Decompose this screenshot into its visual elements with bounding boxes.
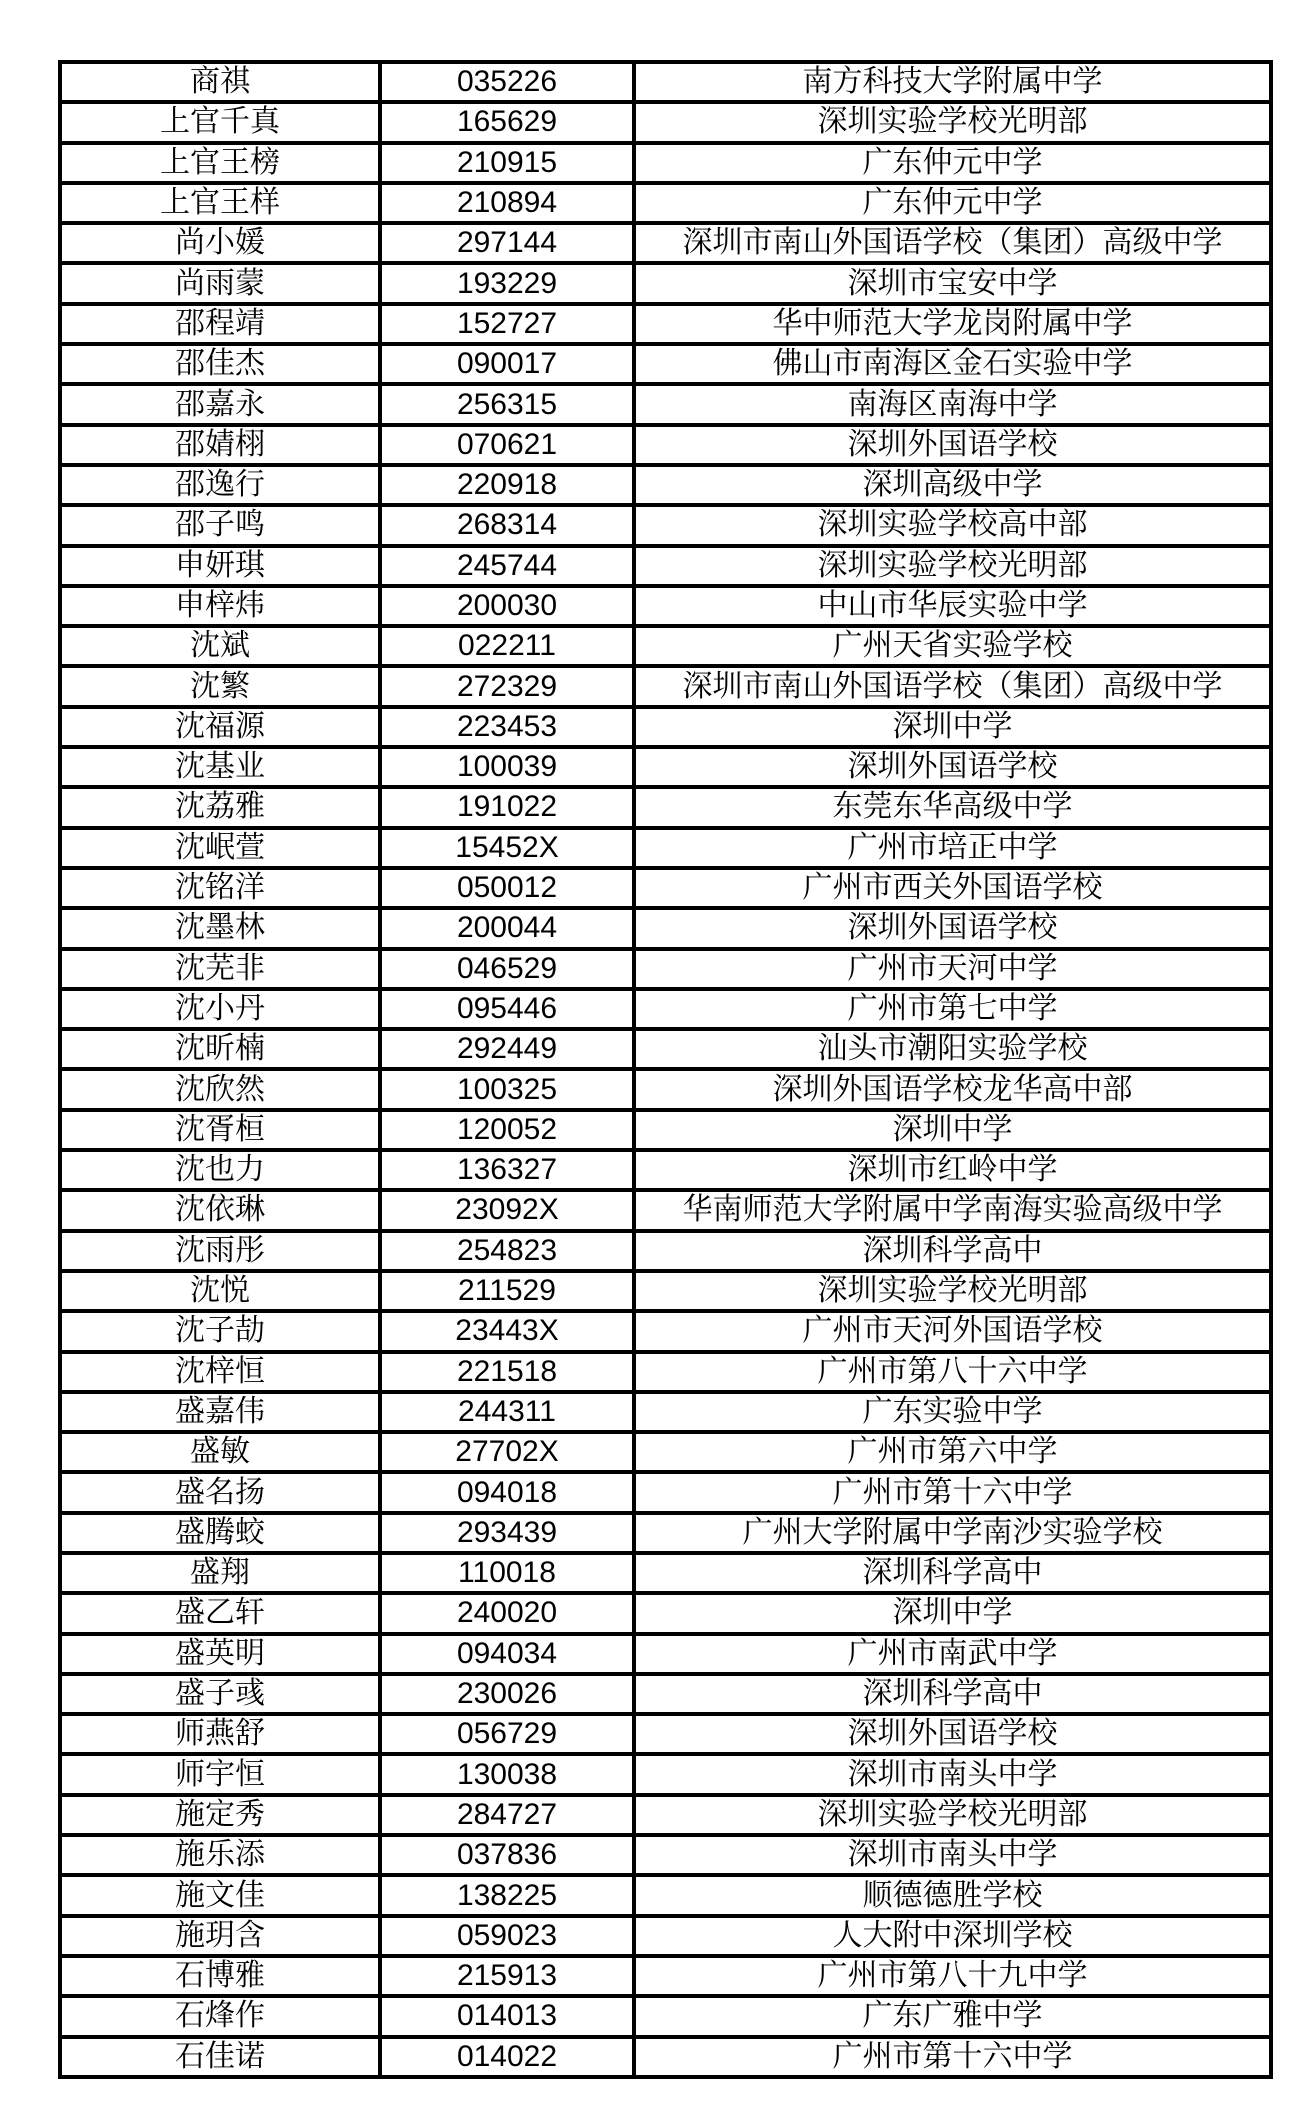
school-cell: 深圳中学 [634,1110,1271,1150]
exam-number-cell: 050012 [380,868,634,908]
exam-number-cell: 23443X [380,1311,634,1351]
table-row [60,263,1271,303]
school-cell: 广东实验中学 [634,1392,1271,1432]
exam-number-cell: 292449 [380,1029,634,1069]
school-cell: 广州市第六中学 [634,1432,1271,1472]
school-cell: 深圳实验学校光明部 [634,1271,1271,1311]
table-row [60,1996,1271,2036]
school-cell: 广州市天河外国语学校 [634,1311,1271,1351]
exam-number-cell: 014022 [380,2037,634,2077]
exam-number-cell: 211529 [380,1271,634,1311]
table-row [60,1392,1271,1432]
table-row [60,1352,1271,1392]
exam-number-cell: 100325 [380,1069,634,1109]
exam-number-cell: 23092X [380,1190,634,1230]
student-name-cell: 沈欣然 [60,1069,380,1109]
student-name-cell: 沈福源 [60,707,380,747]
student-name-cell: 沈小丹 [60,989,380,1029]
school-cell: 深圳实验学校光明部 [634,546,1271,586]
student-name-cell: 石博雅 [60,1956,380,1996]
student-name-cell: 沈基业 [60,747,380,787]
table-row [60,505,1271,545]
student-name-cell: 上官千真 [60,102,380,142]
table-row [60,1754,1271,1794]
school-cell: 深圳外国语学校 [634,747,1271,787]
exam-number-cell: 210915 [380,143,634,183]
school-cell: 深圳高级中学 [634,465,1271,505]
school-cell: 深圳实验学校光明部 [634,1795,1271,1835]
table-row [60,1029,1271,1069]
school-cell: 深圳外国语学校龙华高中部 [634,1069,1271,1109]
exam-number-cell: 136327 [380,1150,634,1190]
student-name-cell: 邵程靖 [60,304,380,344]
school-cell: 广东仲元中学 [634,143,1271,183]
table-row [60,1956,1271,1996]
table-row [60,223,1271,263]
table-row [60,868,1271,908]
student-name-cell: 邵子鸣 [60,505,380,545]
exam-number-cell: 120052 [380,1110,634,1150]
exam-number-cell: 220918 [380,465,634,505]
school-cell: 中山市华辰实验中学 [634,586,1271,626]
exam-number-cell: 100039 [380,747,634,787]
school-cell: 深圳外国语学校 [634,1714,1271,1754]
exam-number-cell: 090017 [380,344,634,384]
school-cell: 广州大学附属中学南沙实验学校 [634,1513,1271,1553]
exam-number-cell: 245744 [380,546,634,586]
exam-number-cell: 191022 [380,787,634,827]
student-name-cell: 邵逸行 [60,465,380,505]
school-cell: 深圳市南头中学 [634,1835,1271,1875]
table-row [60,787,1271,827]
student-name-cell: 上官王榜 [60,143,380,183]
school-cell: 南方科技大学附属中学 [634,62,1271,102]
exam-number-cell: 070621 [380,425,634,465]
table-row [60,546,1271,586]
school-cell: 佛山市南海区金石实验中学 [634,344,1271,384]
student-name-cell: 沈斌 [60,626,380,666]
school-cell: 深圳外国语学校 [634,908,1271,948]
exam-number-cell: 165629 [380,102,634,142]
table-row [60,828,1271,868]
roster-table-body [60,62,1271,2077]
student-name-cell: 沈梓恒 [60,1352,380,1392]
student-name-cell: 石烽作 [60,1996,380,2036]
school-cell: 广州市西关外国语学校 [634,868,1271,908]
exam-number-cell: 215913 [380,1956,634,1996]
exam-number-cell: 095446 [380,989,634,1029]
school-cell: 广东仲元中学 [634,183,1271,223]
table-row [60,183,1271,223]
student-name-cell: 邵婧栩 [60,425,380,465]
student-name-cell: 邵嘉永 [60,384,380,424]
exam-number-cell: 059023 [380,1916,634,1956]
school-cell: 广州市第八十六中学 [634,1352,1271,1392]
table-row [60,1271,1271,1311]
table-row [60,989,1271,1029]
student-name-cell: 盛嘉伟 [60,1392,380,1432]
exam-number-cell: 200030 [380,586,634,626]
school-cell: 深圳市红岭中学 [634,1150,1271,1190]
student-name-cell: 沈子劼 [60,1311,380,1351]
table-row [60,1432,1271,1472]
table-row [60,1472,1271,1512]
student-roster-table [58,60,1273,2079]
school-cell: 广州市第十六中学 [634,2037,1271,2077]
table-row [60,949,1271,989]
table-row [60,1674,1271,1714]
student-name-cell: 申梓炜 [60,586,380,626]
table-row [60,1513,1271,1553]
exam-number-cell: 297144 [380,223,634,263]
exam-number-cell: 022211 [380,626,634,666]
school-cell: 深圳市宝安中学 [634,263,1271,303]
student-name-cell: 沈铭洋 [60,868,380,908]
table-row [60,1634,1271,1674]
student-name-cell: 尚雨蒙 [60,263,380,303]
exam-number-cell: 254823 [380,1231,634,1271]
student-name-cell: 盛翔 [60,1553,380,1593]
student-name-cell: 沈也力 [60,1150,380,1190]
school-cell: 深圳市南山外国语学校（集团）高级中学 [634,223,1271,263]
student-name-cell: 盛敏 [60,1432,380,1472]
exam-number-cell: 221518 [380,1352,634,1392]
exam-number-cell: 152727 [380,304,634,344]
table-row [60,143,1271,183]
exam-number-cell: 293439 [380,1513,634,1553]
exam-number-cell: 037836 [380,1835,634,1875]
school-cell: 深圳市南山外国语学校（集团）高级中学 [634,666,1271,706]
exam-number-cell: 240020 [380,1593,634,1633]
table-row [60,465,1271,505]
school-cell: 广州市培正中学 [634,828,1271,868]
table-row [60,586,1271,626]
student-name-cell: 盛英明 [60,1634,380,1674]
table-row [60,384,1271,424]
student-name-cell: 施定秀 [60,1795,380,1835]
school-cell: 广州市第八十九中学 [634,1956,1271,1996]
student-name-cell: 沈荔雅 [60,787,380,827]
school-cell: 深圳实验学校高中部 [634,505,1271,545]
table-row [60,1593,1271,1633]
student-name-cell: 沈雨彤 [60,1231,380,1271]
table-row [60,1795,1271,1835]
table-row [60,1231,1271,1271]
table-row [60,747,1271,787]
table-row [60,102,1271,142]
table-row [60,1714,1271,1754]
school-cell: 深圳实验学校光明部 [634,102,1271,142]
table-row [60,666,1271,706]
student-name-cell: 施文佳 [60,1875,380,1915]
student-name-cell: 师宇恒 [60,1754,380,1794]
table-row [60,908,1271,948]
school-cell: 深圳科学高中 [634,1553,1271,1593]
student-name-cell: 师燕舒 [60,1714,380,1754]
exam-number-cell: 27702X [380,1432,634,1472]
school-cell: 人大附中深圳学校 [634,1916,1271,1956]
table-row [60,1190,1271,1230]
student-name-cell: 沈芜非 [60,949,380,989]
school-cell: 汕头市潮阳实验学校 [634,1029,1271,1069]
school-cell: 深圳科学高中 [634,1231,1271,1271]
school-cell: 广州市第七中学 [634,989,1271,1029]
student-name-cell: 邵佳杰 [60,344,380,384]
exam-number-cell: 138225 [380,1875,634,1915]
student-name-cell: 商祺 [60,62,380,102]
table-row [60,425,1271,465]
student-name-cell: 沈悦 [60,1271,380,1311]
table-row [60,2037,1271,2077]
school-cell: 广东广雅中学 [634,1996,1271,2036]
table-row [60,1311,1271,1351]
table-row [60,1916,1271,1956]
exam-number-cell: 210894 [380,183,634,223]
student-name-cell: 尚小媛 [60,223,380,263]
exam-number-cell: 130038 [380,1754,634,1794]
school-cell: 华中师范大学龙岗附属中学 [634,304,1271,344]
student-name-cell: 申妍琪 [60,546,380,586]
student-name-cell: 施乐添 [60,1835,380,1875]
exam-number-cell: 284727 [380,1795,634,1835]
exam-number-cell: 014013 [380,1996,634,2036]
school-cell: 广州市南武中学 [634,1634,1271,1674]
exam-number-cell: 15452X [380,828,634,868]
school-cell: 南海区南海中学 [634,384,1271,424]
exam-number-cell: 244311 [380,1392,634,1432]
exam-number-cell: 056729 [380,1714,634,1754]
table-row [60,304,1271,344]
school-cell: 深圳外国语学校 [634,425,1271,465]
student-name-cell: 沈昕楠 [60,1029,380,1069]
school-cell: 华南师范大学附属中学南海实验高级中学 [634,1190,1271,1230]
exam-number-cell: 094034 [380,1634,634,1674]
school-cell: 顺德德胜学校 [634,1875,1271,1915]
school-cell: 广州天省实验学校 [634,626,1271,666]
table-row [60,1835,1271,1875]
student-name-cell: 盛腾蛟 [60,1513,380,1553]
exam-number-cell: 094018 [380,1472,634,1512]
exam-number-cell: 223453 [380,707,634,747]
exam-number-cell: 268314 [380,505,634,545]
table-row [60,1110,1271,1150]
exam-number-cell: 272329 [380,666,634,706]
student-name-cell: 沈繁 [60,666,380,706]
student-name-cell: 沈墨林 [60,908,380,948]
school-cell: 深圳市南头中学 [634,1754,1271,1794]
school-cell: 东莞东华高级中学 [634,787,1271,827]
school-cell: 广州市天河中学 [634,949,1271,989]
school-cell: 深圳中学 [634,707,1271,747]
table-row [60,1069,1271,1109]
student-name-cell: 沈岷萱 [60,828,380,868]
school-cell: 广州市第十六中学 [634,1472,1271,1512]
exam-number-cell: 200044 [380,908,634,948]
table-row [60,626,1271,666]
table-row [60,1875,1271,1915]
student-name-cell: 施玥含 [60,1916,380,1956]
table-row [60,62,1271,102]
exam-number-cell: 256315 [380,384,634,424]
table-row [60,1553,1271,1593]
table-row [60,707,1271,747]
student-name-cell: 石佳诺 [60,2037,380,2077]
school-cell: 深圳中学 [634,1593,1271,1633]
exam-number-cell: 035226 [380,62,634,102]
student-name-cell: 盛乙轩 [60,1593,380,1633]
table-row [60,1150,1271,1190]
student-name-cell: 盛名扬 [60,1472,380,1512]
exam-number-cell: 193229 [380,263,634,303]
student-name-cell: 上官王样 [60,183,380,223]
student-name-cell: 沈依琳 [60,1190,380,1230]
exam-number-cell: 230026 [380,1674,634,1714]
exam-number-cell: 110018 [380,1553,634,1593]
exam-number-cell: 046529 [380,949,634,989]
student-name-cell: 盛子彧 [60,1674,380,1714]
table-row [60,344,1271,384]
school-cell: 深圳科学高中 [634,1674,1271,1714]
student-name-cell: 沈胥桓 [60,1110,380,1150]
